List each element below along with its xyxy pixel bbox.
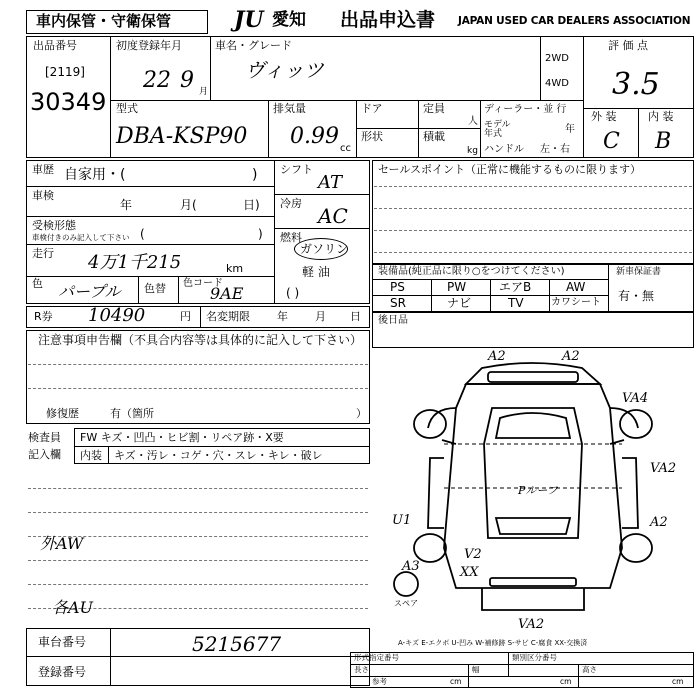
mark-right-front: VA4 (622, 391, 649, 406)
logo-mark: JU (234, 7, 264, 33)
lot-number: 30349 (30, 88, 107, 116)
handle-value: 左・右 (540, 144, 570, 155)
logo-place: 愛知 (272, 10, 306, 30)
association-name: JAPAN USED CAR DEALERS ASSOCIATION (458, 15, 691, 27)
equip-navi: ナビ (447, 296, 472, 310)
repair-value: 有（箇所 (110, 407, 154, 420)
mark-right-mid: VA2 (650, 461, 677, 476)
grade-score: 3.5 (612, 67, 660, 102)
handle-label: ハンドル (484, 144, 524, 155)
ac-value: AC (318, 204, 348, 228)
color-change-label: 色替 (144, 282, 166, 295)
type-value: DBA-KSP90 (116, 124, 248, 149)
equipment-label: 装備品(純正品に限り○をつけてください) (378, 266, 565, 277)
registration-label: 初度登録年月 (116, 39, 182, 52)
inspector-label-1: 検査員 (28, 431, 61, 444)
recycle-unit: 円 (180, 310, 191, 323)
height-label: 高さ (582, 665, 597, 674)
model-label: 車名・グレード (215, 39, 292, 52)
year-unit: 年 (565, 124, 575, 135)
mark-rear-left: V2 (464, 547, 482, 562)
mark-right-rear: A2 (650, 515, 668, 530)
color-code-value: 9AE (210, 284, 244, 303)
accept-label: 受検形態 (32, 219, 76, 232)
warranty-options: 有・無 (618, 289, 655, 303)
warranty-label: 新車保証書 (616, 267, 662, 277)
displacement-label: 排気量 (273, 102, 306, 115)
shape-label: 形状 (361, 130, 383, 143)
accept-close: ) (258, 227, 263, 241)
width-unit: cm (560, 677, 572, 686)
color-code-label: 色コード (183, 278, 223, 289)
inspector-row-2-label: 内装 (80, 449, 102, 462)
inspector-row-1: FW キズ・凹凸・ヒビ割・リペア跡・X要 (80, 431, 284, 444)
equip-sr: SR (390, 296, 406, 310)
color-label: 色 (32, 277, 43, 290)
shift-label: シフト (280, 163, 313, 176)
cert-label: 形式指定番号 (354, 653, 399, 662)
shift-value: AT (318, 172, 343, 193)
recycle-value: 10490 (88, 305, 146, 326)
doc-title: 出品申込書 (340, 9, 436, 31)
width-label: 幅 (472, 665, 480, 674)
grade-exterior-label: 外 装 (591, 110, 617, 123)
lot-sub-number: [2119] (45, 65, 85, 79)
equip-tv: TV (508, 296, 524, 310)
equip-pw: PW (447, 280, 467, 294)
fuel-paren: ( ) (286, 286, 300, 300)
title-month: 月 (315, 310, 326, 323)
color-value: パープル (58, 282, 121, 301)
fuel-value: ガソリン (300, 242, 349, 256)
length-unit: cm (450, 677, 462, 686)
grade-interior: B (655, 129, 672, 154)
grade-label: 評 価 点 (608, 39, 648, 52)
mark-front-right: A2 (562, 349, 580, 364)
fuel-option: 軽 油 (302, 265, 330, 279)
mark-roof: Pルーフ (518, 484, 558, 497)
mark-spare: スペア (394, 599, 418, 608)
mark-left-mid: U1 (392, 513, 412, 528)
class-label: 類別区分番号 (512, 653, 557, 662)
accept-open: ( (140, 227, 145, 241)
drive-4wd: 4WD (545, 78, 569, 89)
history-value: 自家用・( (64, 167, 126, 183)
title-change-label: 名変期限 (206, 310, 250, 323)
later-items-box (372, 312, 694, 348)
repair-close: ） (356, 407, 367, 420)
mark-front-left: A2 (488, 349, 506, 364)
inspection-year: 年 (120, 198, 133, 212)
length-label: 長さ (354, 665, 369, 674)
mileage-value: 4万1千215 (88, 252, 182, 273)
mark-left-rear: A3 (402, 559, 420, 574)
mark-replaced: XX (460, 565, 479, 580)
grade-exterior: C (603, 129, 620, 154)
history-label: 車歴 (32, 163, 54, 176)
model-name: ヴィッツ (245, 58, 324, 82)
registration-year: 22 (143, 68, 171, 93)
accept-note: 車検付きのみ記入して下さい (32, 233, 130, 242)
car-damage-diagram (372, 348, 694, 634)
door-label: ドア (361, 102, 383, 115)
title-day: 日 (350, 310, 361, 323)
mark-rear: VA2 (518, 617, 545, 632)
fuel-label: 燃料 (280, 231, 302, 244)
height-unit: cm (672, 677, 684, 686)
inspector-label-2: 記入欄 (28, 448, 61, 461)
dealer-label: ディーラー・並 行 (484, 104, 567, 115)
legend-text: A-キズ E-エクボ U-凹み W-補修跡 S-サビ C-腐食 XX-交換済 (398, 639, 588, 647)
history-close: ) (252, 167, 258, 183)
inspector-row-2: キズ・汚レ・コゲ・穴・スレ・キレ・破レ (114, 449, 323, 462)
model-year-label: モデル 年式 (484, 120, 511, 139)
load-unit: kg (467, 146, 478, 156)
equip-aw: AW (566, 280, 586, 294)
title-year: 年 (277, 310, 288, 323)
registration-number-label: 登録番号 (38, 665, 87, 679)
type-label: 型式 (116, 102, 138, 115)
drive-2wd: 2WD (545, 53, 569, 64)
inspection-month: 月( (180, 198, 197, 212)
displacement-value: 0.99 (290, 124, 339, 149)
mileage-unit: km (226, 262, 244, 275)
lot-label: 出品番号 (33, 39, 77, 52)
chassis-label: 車台番号 (38, 635, 87, 649)
later-items-label: 後日品 (378, 315, 408, 326)
capacity-label: 定員 (423, 102, 445, 115)
load-label: 積載 (423, 130, 445, 143)
registration-month: 9 (180, 68, 194, 93)
handwritten-note-2: 各AU (52, 598, 94, 617)
reference-label: 参考 (372, 677, 387, 686)
repair-label: 修復歴 (46, 407, 79, 420)
mileage-label: 走行 (32, 247, 54, 260)
selling-points-label: セールスポイント（正常に機能するものに限ります） (378, 163, 642, 176)
equip-leather: カワシート (551, 297, 601, 308)
inspection-label: 車検 (32, 189, 54, 202)
equip-airbag: エアB (499, 280, 532, 294)
equip-ps: PS (390, 280, 405, 294)
capacity-unit: 人 (468, 116, 478, 127)
inspection-day: 日) (243, 198, 260, 212)
registration-month-unit: 月 (199, 87, 209, 97)
recycle-label: R券 (34, 310, 53, 323)
displacement-unit: cc (340, 143, 351, 154)
chassis-value: 5215677 (192, 632, 282, 656)
declaration-label: 注意事項申告欄（不具合内容等は具体的に記入して下さい） (38, 333, 363, 347)
ac-label: 冷房 (280, 197, 302, 210)
storage-label: 車内保管・守衛保管 (36, 12, 172, 30)
grade-interior-label: 内 装 (648, 110, 674, 123)
handwritten-note-1: 外AW (40, 534, 84, 553)
